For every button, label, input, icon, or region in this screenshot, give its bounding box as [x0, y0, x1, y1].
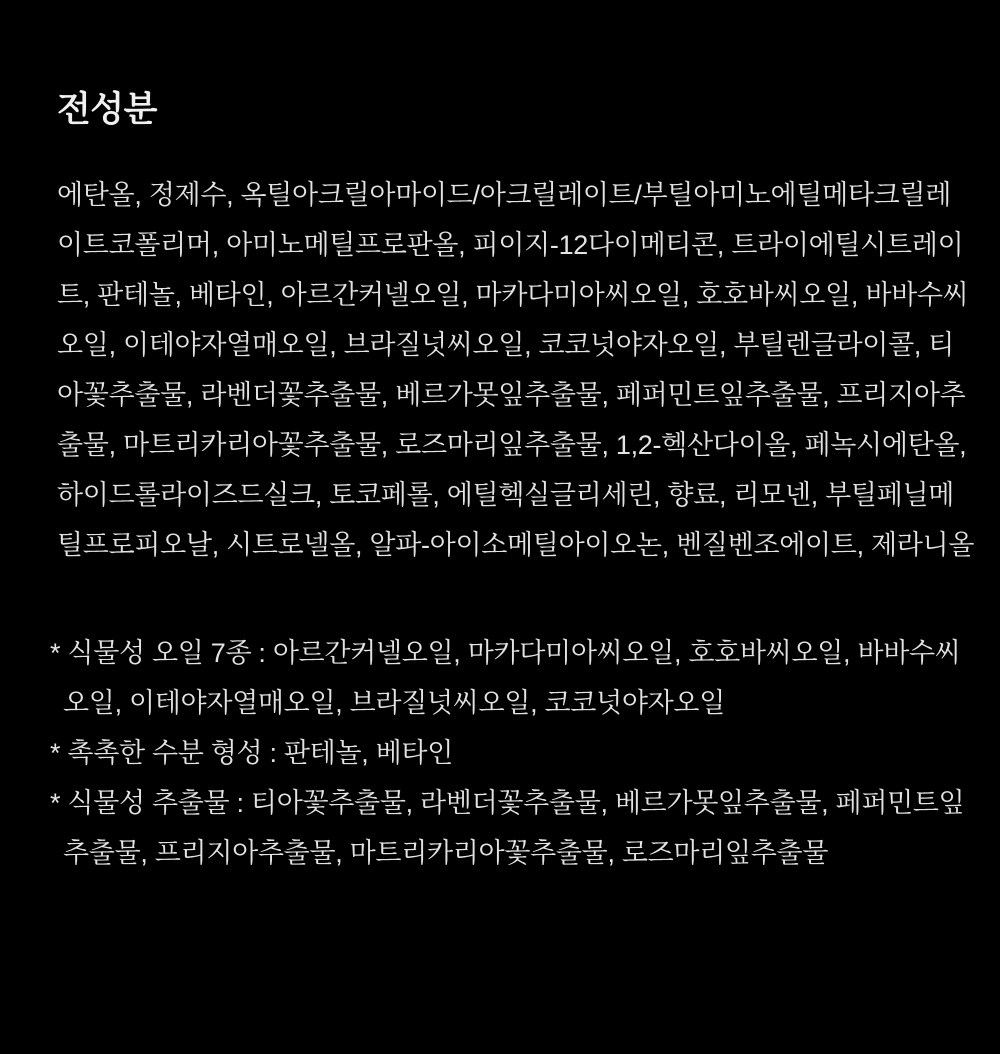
note-line: * 식물성 추출물 : 티아꽃추출물, 라벤더꽃추출물, 베르가못잎추출물, 페퍼민트잎: [50, 788, 965, 818]
ingredient-line: 트, 판테놀, 베타인, 아르간커넬오일, 마카다미아씨오일, 호호바씨오일, 바바수씨: [57, 280, 969, 310]
note-line-continuation: 오일, 이테야자열매오일, 브라질넛씨오일, 코코넛야자오일: [63, 688, 725, 718]
ingredient-line: 오일, 이테야자열매오일, 브라질넛씨오일, 코코넛야자오일, 부틸렌글라이콜, 티: [57, 330, 955, 360]
ingredient-line: 하이드롤라이즈드실크, 토코페롤, 에틸헥실글리세린, 향료, 리모넨, 부틸페닐메: [57, 480, 955, 510]
ingredient-line: 출물, 마트리카리아꽃추출물, 로즈마리잎추출물, 1,2-헥산다이올, 페녹시에탄올,: [57, 430, 967, 460]
ingredient-line: 에탄올, 정제수, 옥틸아크릴아마이드/아크릴레이트/부틸아미노에틸메타크릴레: [57, 180, 952, 210]
note-line: * 촉촉한 수분 형성 : 판테놀, 베타인: [50, 738, 453, 768]
ingredient-line: 이트코폴리머, 아미노메틸프로판올, 피이지-12다이메티콘, 트라이에틸시트레이: [57, 230, 964, 260]
note-line-continuation: 추출물, 프리지아추출물, 마트리카리아꽃추출물, 로즈마리잎추출물: [63, 838, 829, 868]
note-item-moisture: [50, 728, 950, 778]
notes-list: [50, 628, 965, 878]
ingredients-section: [0, 88, 1000, 878]
note-item-plant-extracts: [50, 778, 965, 878]
note-item-plant-oils: [50, 628, 961, 728]
ingredient-line: 틸프로피오날, 시트로넬올, 알파-아이소메틸아이오논, 벤질벤조에이트, 제라니올: [57, 530, 975, 560]
note-line: * 식물성 오일 7종 : 아르간커넬오일, 마카다미아씨오일, 호호바씨오일, 바바수씨: [50, 638, 961, 668]
page-title: 전성분: [57, 90, 157, 129]
ingredients-paragraph: [57, 170, 975, 570]
ingredient-line: 아꽃추출물, 라벤더꽃추출물, 베르가못잎추출물, 페퍼민트잎추출물, 프리지아추: [57, 380, 966, 410]
